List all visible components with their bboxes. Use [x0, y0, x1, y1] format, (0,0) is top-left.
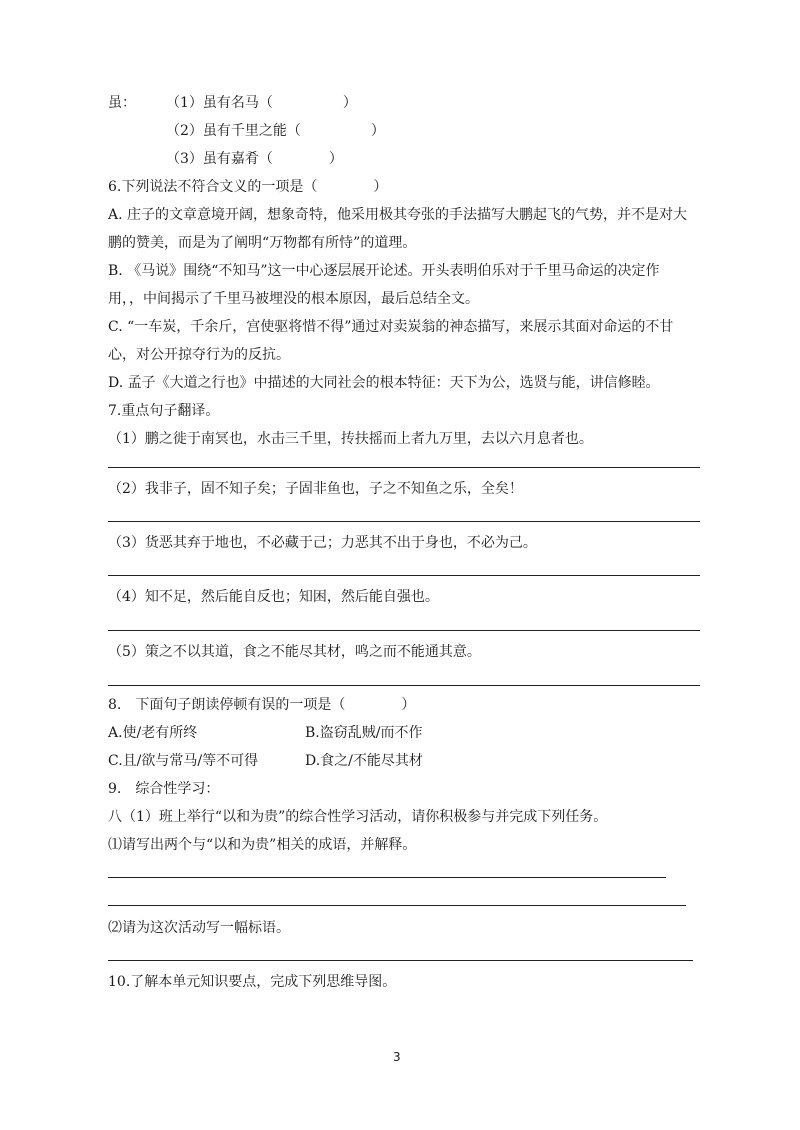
- q7-answer-line-3[interactable]: [108, 575, 700, 576]
- q7-answer-line-1[interactable]: [108, 467, 700, 468]
- q6-option-b-line2: 用，，中间揭示了千里马被埋没的根本原因，最后总结全文。: [108, 291, 479, 307]
- q5-item-3: （3）虽有嘉肴（ ）: [166, 151, 343, 167]
- q7-sentence-5: （5）策之不以其道，食之不能尽其材，鸣之而不能通其意。: [108, 644, 481, 660]
- q5-item-2: （2）虽有千里之能（ ）: [166, 123, 385, 139]
- q8-option-b: B.盗窃乱贼/而不作: [305, 725, 423, 741]
- q9-answer-line-3[interactable]: [108, 960, 693, 961]
- q6-option-d: D. 孟子《大道之行也》中描述的大同社会的根本特征：天下为公，选贤与能，讲信修睦。: [108, 375, 660, 391]
- q8-option-d: D.食之/不能尽其材: [305, 753, 423, 769]
- q6-option-b-line1: B. 《马说》围绕“不知马”这一中心逐层展开论述。开头表明伯乐对于千里马命运的决定作: [108, 263, 660, 279]
- q7-sentence-3: （3）货恶其弃于地也，不必藏于己；力恶其不出于身也，不必为己。: [108, 535, 537, 551]
- q5-prefix: 虽：: [108, 95, 136, 111]
- q10-stem: 10.了解本单元知识要点，完成下列思维导图。: [108, 974, 397, 990]
- q9-intro: 八（1）班上举行“以和为贵”的综合性学习活动，请你积极参与并完成下列任务。: [108, 809, 608, 825]
- q6-option-a-line1: A. 庄子的文章意境开阔，想象奇特，他采用极其夸张的手法描写大鹏起飞的气势，并不是对大: [108, 207, 688, 223]
- q8-option-a: A.使/老有所终: [108, 725, 198, 741]
- q9-task-1: ⑴请写出两个与“以和为贵”相关的成语，并解释。: [108, 837, 417, 853]
- q7-sentence-1: （1）鹏之徙于南冥也，水击三千里，抟扶摇而上者九万里，去以六月息者也。: [108, 431, 593, 447]
- q7-sentence-4: （4）知不足，然后能自反也；知困，然后能自强也。: [108, 589, 439, 605]
- q9-answer-line-2[interactable]: [108, 905, 686, 906]
- q6-stem: 6.下列说法不符合文义的一项是（ ）: [108, 179, 388, 195]
- q6-option-a-line2: 鹏的赞美，而是为了阐明“万物都有所恃”的道理。: [108, 235, 417, 251]
- q7-stem: 7.重点句子翻译。: [108, 403, 220, 419]
- q8-option-c: C.且/欲与常马/等不可得: [108, 753, 259, 769]
- q7-sentence-2: （2）我非子，固不知子矣；子固非鱼也，子之不知鱼之乐，全矣！: [108, 481, 523, 497]
- q9-answer-line-1[interactable]: [108, 877, 666, 878]
- q8-stem: 8. 下面句子朗读停顿有误的一项是（ ）: [108, 697, 416, 713]
- q9-task-2: ⑵请为这次活动写一幅标语。: [108, 920, 290, 936]
- q6-option-c-line2: 心，对公开掠夺行为的反抗。: [108, 347, 290, 363]
- q9-stem: 9. 综合性学习：: [108, 781, 220, 797]
- q5-item-1: （1）虽有名马（ ）: [166, 95, 357, 111]
- q7-answer-line-2[interactable]: [108, 521, 700, 522]
- page-number: 3: [393, 1050, 401, 1064]
- q7-answer-line-5[interactable]: [108, 685, 700, 686]
- q7-answer-line-4[interactable]: [108, 630, 700, 631]
- q6-option-c-line1: C. “一车炭，千余斤，宫使驱将惜不得”通过对卖炭翁的神态描写，来展示其面对命运的不甘: [108, 319, 674, 335]
